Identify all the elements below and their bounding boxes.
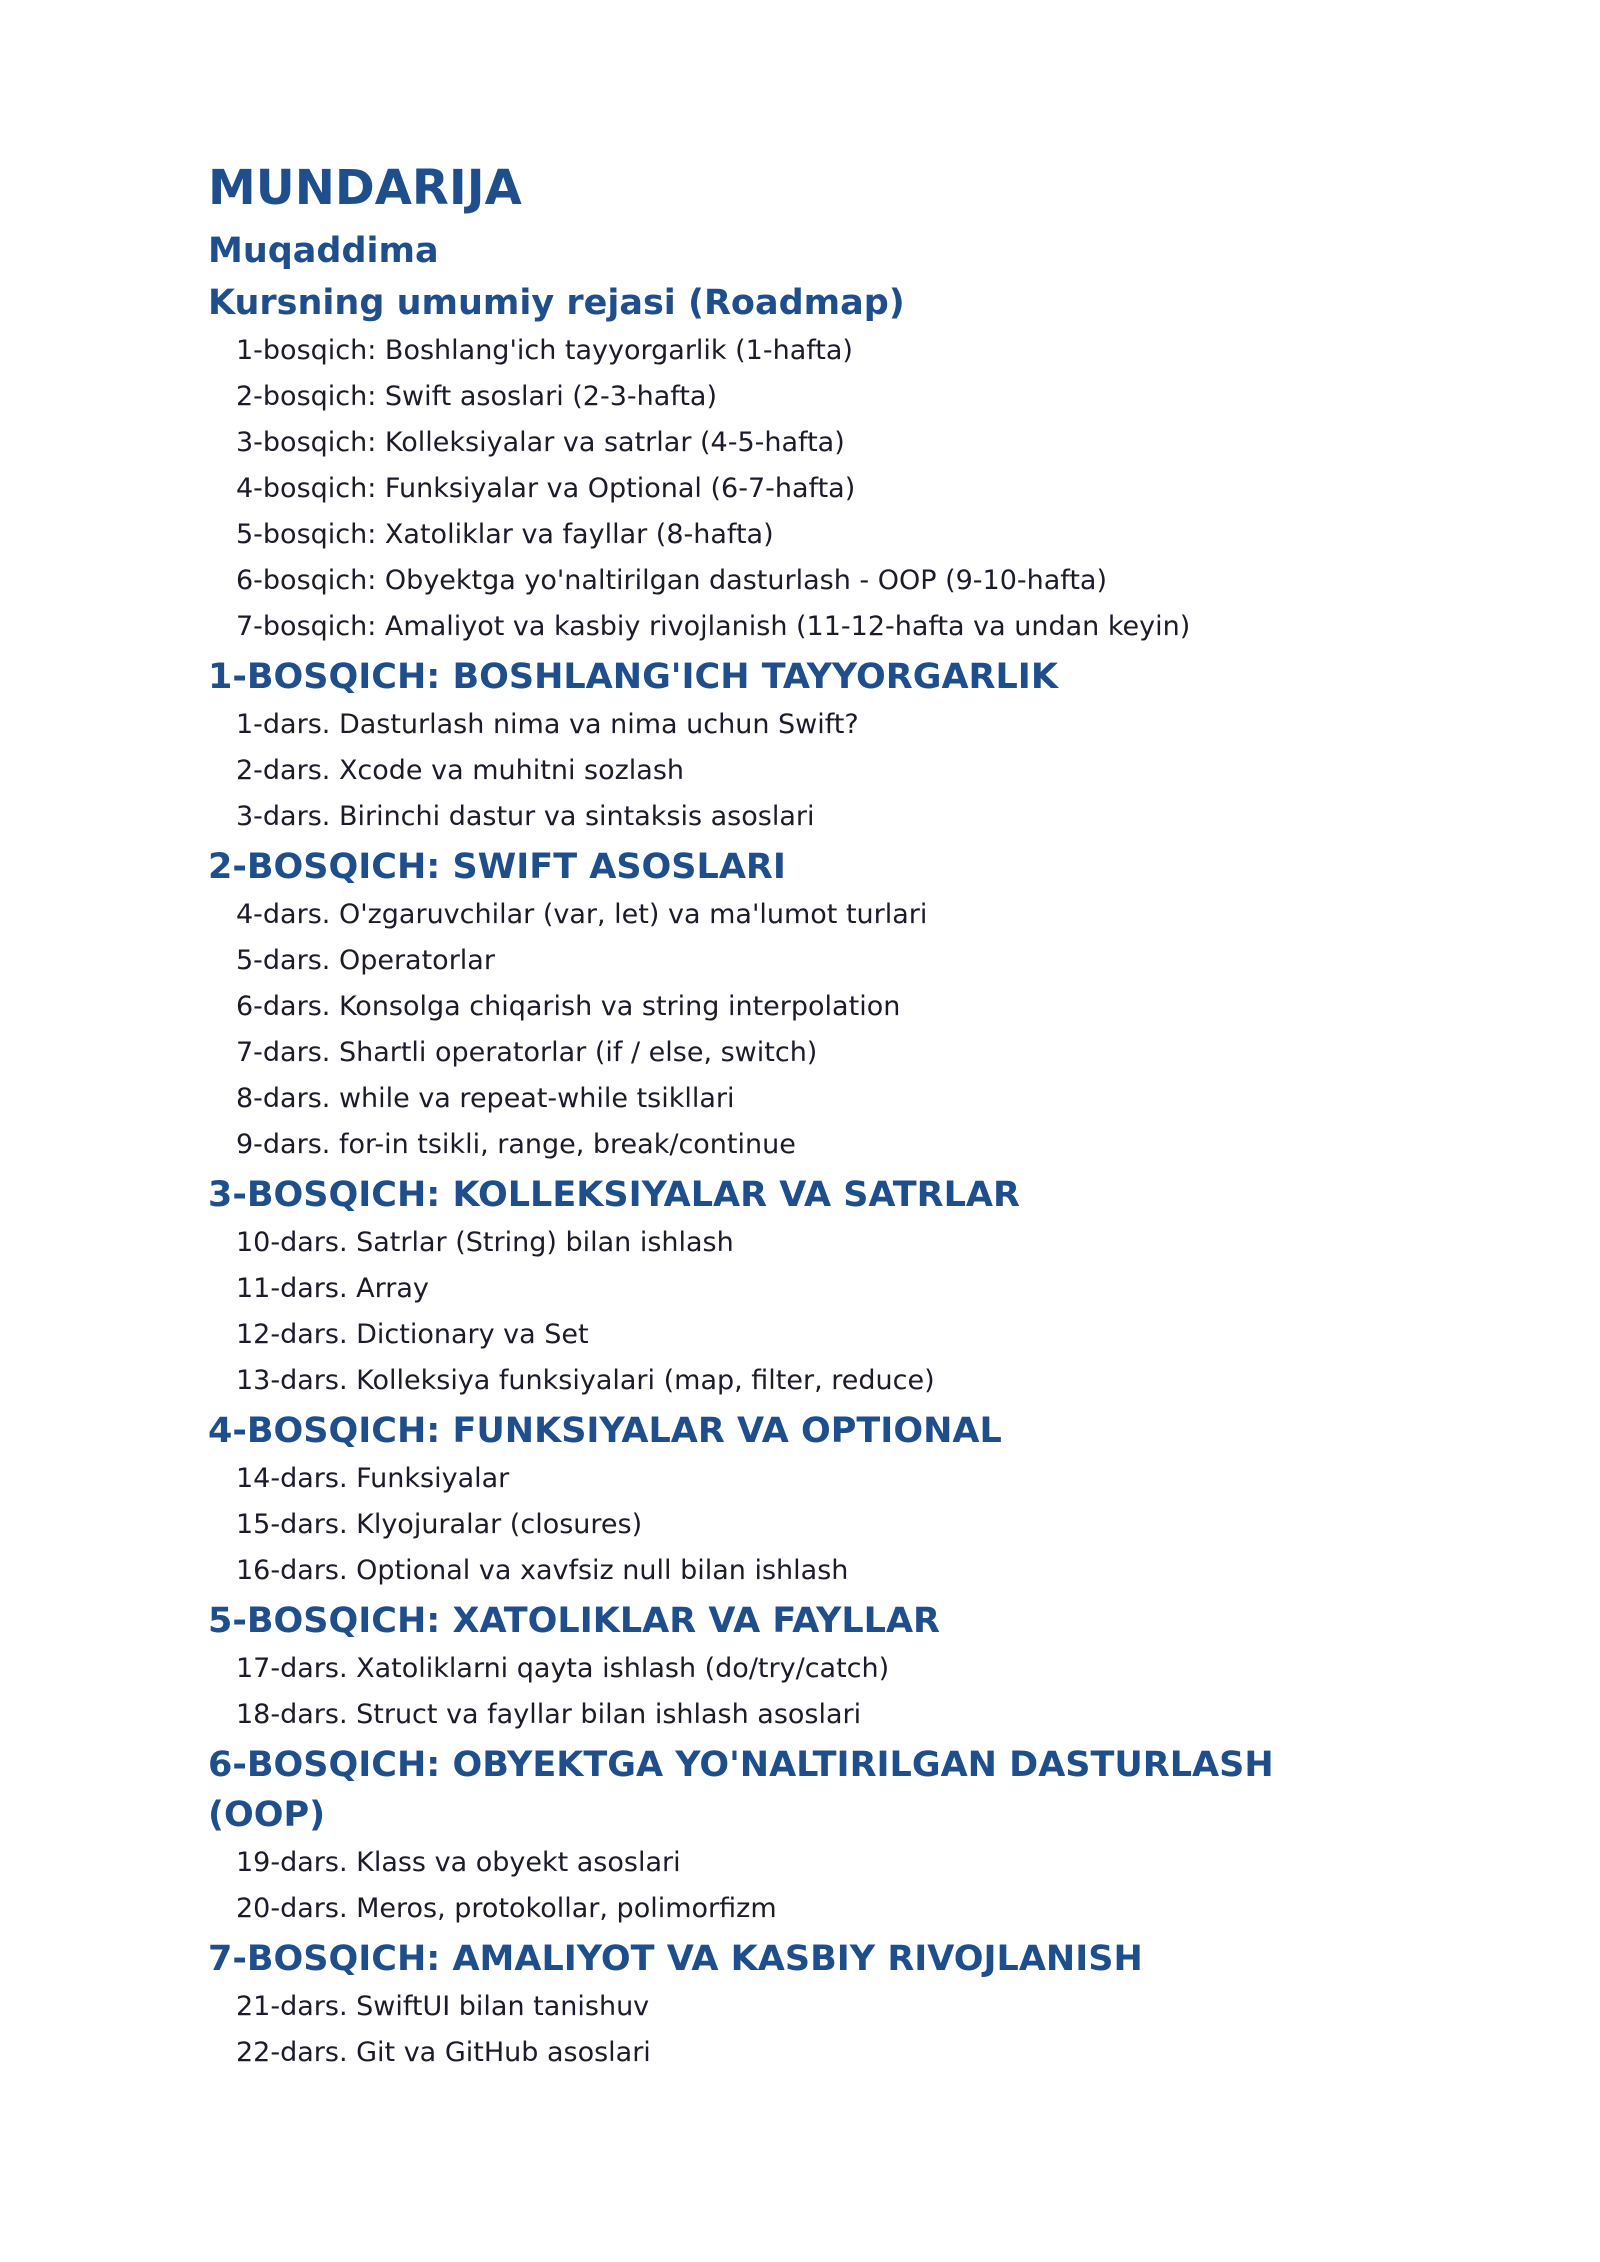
roadmap-item: 1-bosqich: Boshlang'ich tayyorgarlik (1-hafta)	[236, 335, 853, 366]
roadmap-item: 5-bosqich: Xatoliklar va fayllar (8-hafta)	[236, 519, 774, 550]
toc-entry-intro: Muqaddima	[208, 231, 439, 271]
lesson-item: 4-dars. O'zgaruvchilar (var, let) va ma'lumot turlari	[236, 899, 928, 930]
lesson-item: 16-dars. Optional va xavfsiz null bilan ishlash	[236, 1555, 849, 1586]
roadmap-item: 6-bosqich: Obyektga yo'naltirilgan dasturlash - OOP (9-10-hafta)	[236, 565, 1108, 596]
lesson-item: 6-dars. Konsolga chiqarish va string interpolation	[236, 991, 901, 1022]
stage-title: 3-BOSQICH: KOLLEKSIYALAR VA SATRLAR	[208, 1175, 1020, 1215]
lesson-item: 1-dars. Dasturlash nima va nima uchun Swift?	[236, 709, 859, 740]
table-of-contents	[208, 156, 1358, 2076]
page-title: MUNDARIJA	[208, 160, 522, 216]
lesson-item: 3-dars. Birinchi dastur va sintaksis asoslari	[236, 801, 815, 832]
lesson-list	[208, 1840, 1358, 1932]
lesson-item: 12-dars. Dictionary va Set	[236, 1319, 589, 1350]
lesson-item: 15-dars. Klyojuralar (closures)	[236, 1509, 643, 1540]
lesson-item: 13-dars. Kolleksiya funksiyalari (map, filter, reduce)	[236, 1365, 935, 1396]
stage-section-2	[208, 842, 1358, 1168]
stage-title: 2-BOSQICH: SWIFT ASOSLARI	[208, 847, 786, 887]
lesson-item: 2-dars. Xcode va muhitni sozlash	[236, 755, 685, 786]
lesson-item: 8-dars. while va repeat-while tsikllari	[236, 1083, 735, 1114]
lesson-item: 7-dars. Shartli operatorlar (if / else, switch)	[236, 1037, 818, 1068]
stage-title: 4-BOSQICH: FUNKSIYALAR VA OPTIONAL	[208, 1411, 1002, 1451]
lesson-item: 20-dars. Meros, protokollar, polimorfizm	[236, 1893, 777, 1924]
stage-section-7	[208, 1934, 1358, 2076]
stage-section-5	[208, 1596, 1358, 1738]
lesson-item: 10-dars. Satrlar (String) bilan ishlash	[236, 1227, 734, 1258]
roadmap-item: 4-bosqich: Funksiyalar va Optional (6-7-hafta)	[236, 473, 856, 504]
roadmap-item: 3-bosqich: Kolleksiyalar va satrlar (4-5-hafta)	[236, 427, 845, 458]
lesson-item: 9-dars. for-in tsikli, range, break/continue	[236, 1129, 796, 1160]
roadmap-title: Kursning umumiy rejasi (Roadmap)	[208, 283, 905, 323]
lesson-list	[208, 1220, 1358, 1404]
lesson-item: 17-dars. Xatoliklarni qayta ishlash (do/try/catch)	[236, 1653, 890, 1684]
lesson-list	[208, 892, 1358, 1168]
lesson-list	[208, 1646, 1358, 1738]
lesson-item: 14-dars. Funksiyalar	[236, 1463, 510, 1494]
roadmap-list	[208, 328, 1358, 650]
stage-section-3	[208, 1170, 1358, 1404]
lesson-item: 5-dars. Operatorlar	[236, 945, 495, 976]
lesson-list	[208, 1984, 1358, 2076]
lesson-list	[208, 1456, 1358, 1594]
stage-title: 5-BOSQICH: XATOLIKLAR VA FAYLLAR	[208, 1601, 941, 1641]
roadmap-section	[208, 278, 1358, 650]
lesson-item: 22-dars. Git va GitHub asoslari	[236, 2037, 651, 2068]
lesson-item: 19-dars. Klass va obyekt asoslari	[236, 1847, 681, 1878]
stage-section-6	[208, 1740, 1358, 1932]
lesson-item: 18-dars. Struct va fayllar bilan ishlash asoslari	[236, 1699, 862, 1730]
stage-title: 7-BOSQICH: AMALIYOT VA KASBIY RIVOJLANISH	[208, 1939, 1143, 1979]
roadmap-item: 7-bosqich: Amaliyot va kasbiy rivojlanish (11-12-hafta va undan keyin)	[236, 611, 1191, 642]
lesson-list	[208, 702, 1358, 840]
stage-title: 6-BOSQICH: OBYEKTGA YO'NALTIRILGAN DASTURLASH (OOP)	[208, 1745, 1274, 1835]
stage-section-1	[208, 652, 1358, 840]
lesson-item: 21-dars. SwiftUI bilan tanishuv	[236, 1991, 650, 2022]
roadmap-item: 2-bosqich: Swift asoslari (2-3-hafta)	[236, 381, 718, 412]
stage-section-4	[208, 1406, 1358, 1594]
lesson-item: 11-dars. Array	[236, 1273, 429, 1304]
stage-title: 1-BOSQICH: BOSHLANG'ICH TAYYORGARLIK	[208, 657, 1058, 697]
